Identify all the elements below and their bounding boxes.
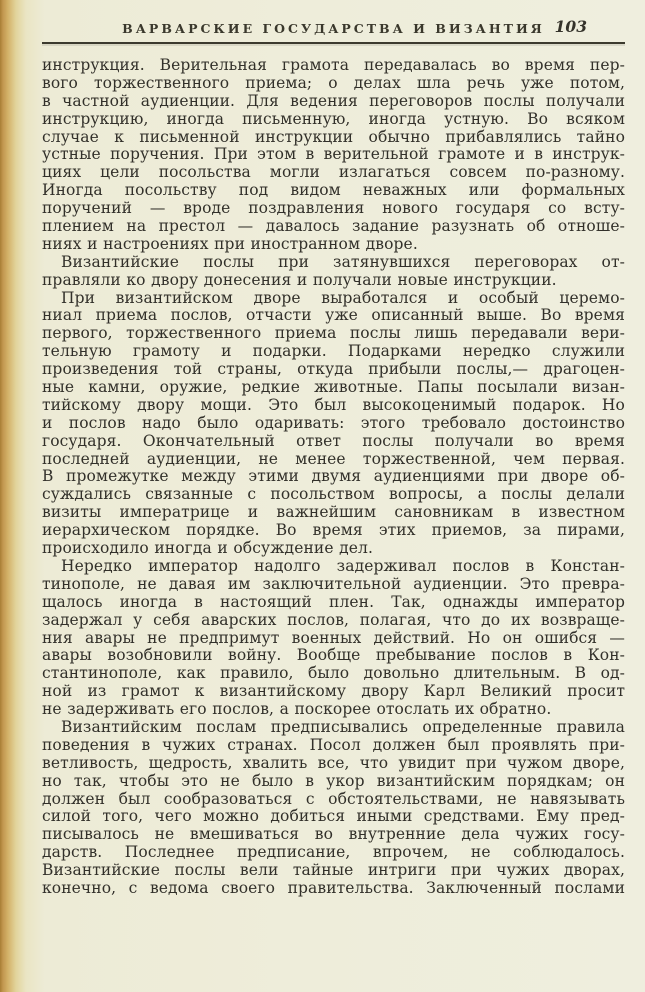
running-head	[42, 16, 625, 42]
text-line: ные камни, оружие, редкие животные. Папы посылали визан-	[42, 379, 625, 397]
text-line: визиты императрице и важнейшим сановникам в известном	[42, 504, 625, 522]
text-line: Византийские послы вели тайные интриги при чужих дворах,	[42, 862, 625, 880]
text-block	[42, 57, 625, 898]
text-line: При византийском дворе выработался и особый церемо-	[61, 289, 625, 307]
text-line: ния авары не предпримут военных действий. Но он ошибся —	[42, 629, 625, 647]
text-line: ниях и настроениях при иностранном дворе.	[42, 235, 418, 253]
text-line: циях цели посольства могли излагаться совсем по-разному.	[42, 164, 625, 182]
text-line: поручений — вроде поздравления нового государя со всту-	[42, 200, 625, 218]
text-column	[42, 16, 625, 898]
text-line: ветливость, щедрость, хвалить все, что увидит при чужом дворе,	[42, 754, 625, 772]
text-line: Византийские послы при затянувшихся переговорах от-	[61, 253, 625, 271]
text-line: вого торжественного приема; о делах шла речь уже потом,	[42, 74, 625, 92]
text-line: Нередко император надолго задерживал послов в Констан-	[61, 557, 625, 575]
page-number: 103	[554, 17, 587, 36]
text-line: авары возобновили войну. Вообще пребывание послов в Кон-	[42, 647, 625, 665]
text-line: не задерживать его послов, а поскорее отослать их обратно.	[42, 701, 552, 719]
text-line: тийскому двору мощи. Это был высокоценимый подарок. Но	[42, 396, 625, 414]
text-line: государя. Окончательный ответ послы получали во время	[42, 432, 625, 450]
text-line: силой того, чего можно добиться иными средствами. Ему пред-	[42, 808, 625, 826]
text-line: иерархическом порядке. Во время этих приемов, за пирами,	[42, 522, 625, 540]
text-line: плением на престол — давалось задание разузнать об отноше-	[42, 218, 625, 236]
text-line: устные поручения. При этом в верительной грамоте и в инструк-	[42, 146, 625, 164]
text-line: щалось иногда в настоящий плен. Так, однажды император	[42, 593, 625, 611]
text-line: Иногда посольству под видом неважных или формальных	[42, 182, 625, 200]
text-line: происходило иногда и обсуждение дел.	[42, 540, 374, 558]
text-line: стантинополе, как правило, было довольно длительным. В од-	[42, 665, 625, 683]
text-line: тинополе, не давая им заключительной аудиенции. Это превра-	[42, 575, 625, 593]
text-line: суждались связанные с посольством вопросы, а послы делали	[42, 486, 625, 504]
text-line: тельную грамоту и подарки. Подарками нередко служили	[42, 343, 625, 361]
text-line: произведения той страны, откуда прибыли послы,— драгоцен-	[42, 361, 625, 379]
text-line: писывалось не вмешиваться во внутренние дела чужих госу-	[42, 826, 625, 844]
text-line: правляли ко двору донесения и получали новые инструкции.	[42, 271, 557, 289]
running-head-title: ВАРВАРСКИЕ ГОСУДАРСТВА И ВИЗАНТИЯ	[122, 21, 545, 36]
text-line: должен был сообразоваться с обстоятельствами, не навязывать	[42, 790, 625, 808]
text-line: но так, чтобы это не было в укор византийским порядкам; он	[42, 772, 625, 790]
text-line: инструкцию, иногда письменную, иногда устную. Во всяком	[42, 110, 625, 128]
text-line: задержал у себя аварских послов, полагая, что до их возвраще-	[42, 611, 625, 629]
text-line: дарств. Последнее предписание, впрочем, не соблюдалось.	[42, 844, 625, 862]
text-line: инструкция. Верительная грамота передавалась во время пер-	[42, 57, 625, 74]
text-line: случае к письменной инструкции обычно прибавлялись тайно	[42, 128, 625, 146]
text-line: в частной аудиенции. Для ведения переговоров послы получали	[42, 92, 625, 110]
text-line: ниал приема послов, отчасти уже описанный выше. Во время	[42, 307, 625, 325]
head-rule	[42, 42, 625, 44]
text-line: конечно, с ведома своего правительства. Заключенный послами	[42, 879, 625, 897]
text-line: первого, торжественного приема послы лишь передавали вери-	[42, 325, 625, 343]
text-line: и послов надо было одаривать: этого требовало достоинство	[42, 414, 625, 432]
text-line: Византийским послам предписывались определенные правила	[61, 718, 625, 736]
text-line: поведения в чужих странах. Посол должен был проявлять при-	[42, 736, 625, 754]
text-line: последней аудиенции, не менее торжественной, чем первая.	[42, 450, 625, 468]
text-line: ной из грамот к византийскому двору Карл Великий просит	[42, 683, 625, 701]
text-line: В промежутке между этими двумя аудиенциями при дворе об-	[42, 468, 625, 486]
